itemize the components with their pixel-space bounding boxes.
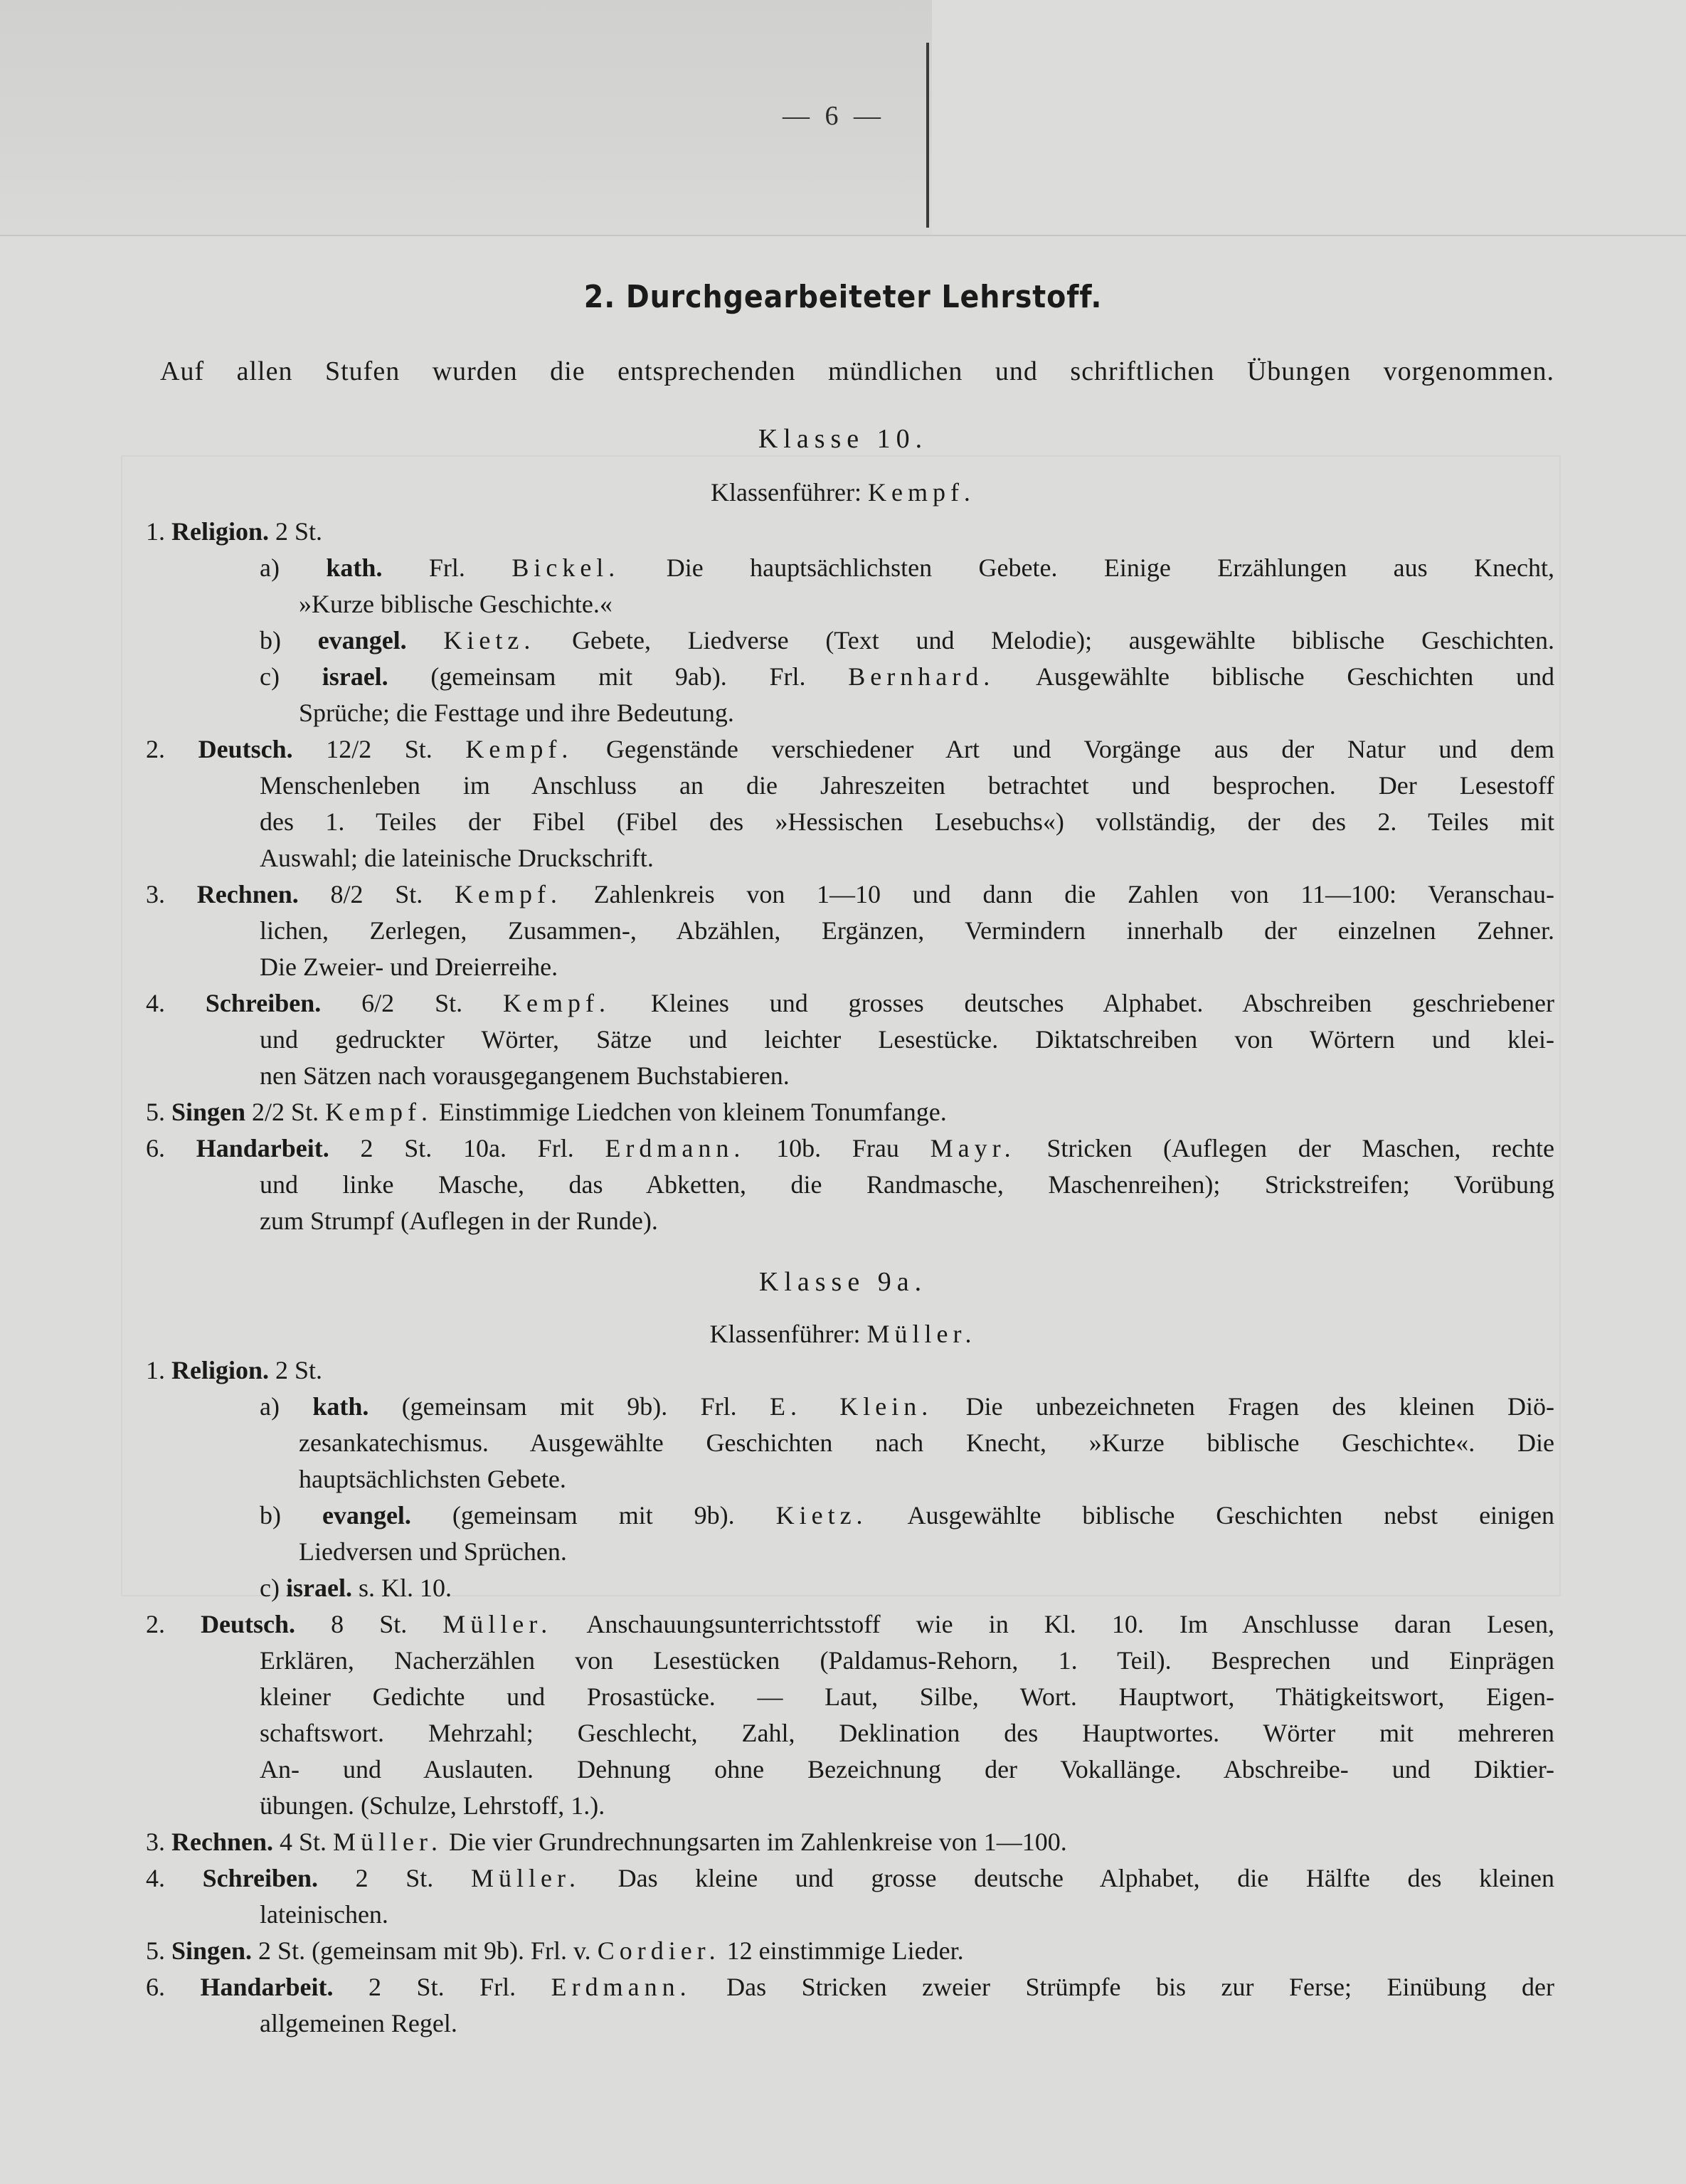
k9a-deutsch-line5: An- und Auslauten. Dehnung ohne Bezeichnung der Vokallänge. Abschreibe- und Diktier- [260,1755,1554,1783]
k9a-deutsch-line1: 2. Deutsch. 8 St. Müller. Anschauungsunterrichtsstoff wie in Kl. 10. Im Anschlusse daran Lesen, [146,1610,1554,1638]
k9a-deutsch-line6: übungen. (Schulze, Lehrstoff, 1.). [260,1791,605,1820]
paper-edge [926,43,929,228]
k9a-deutsch-line4: schaftswort. Mehrzahl; Geschlecht, Zahl, Deklination des Hauptwortes. Wörter mit mehreren [260,1719,1554,1747]
k9a-deutsch-line2: Erklären, Nacherzählen von Lesestücken (Paldamus-Rehorn, 1. Teil). Besprechen und Einprägen [260,1646,1554,1675]
k10-deutsch-line4: Auswahl; die lateinische Druckschrift. [260,844,654,872]
leader-name: Kempf. [867,478,975,507]
k9a-religion-c: c) israel. s. Kl. 10. [260,1574,452,1602]
k9a-religion-heading: 1. Religion. 2 St. [146,1356,323,1384]
k10-religion-a: a) kath. Frl. Bickel. Die hauptsächlichsten Gebete. Einige Erzählungen aus Knecht, [260,553,1555,582]
k10-schreiben-line1: 4. Schreiben. 6/2 St. Kempf. Kleines und grosses deutsches Alphabet. Abschreiben geschriebener [146,989,1555,1017]
k9a-religion-b-cont: Liedversen und Sprüchen. [299,1537,567,1566]
k10-handarbeit-line1: 6. Handarbeit. 2 St. 10a. Frl. Erdmann. 10b. Frau Mayr. Stricken (Auflegen der Maschen, rechte [146,1134,1555,1162]
k10-religion-heading: 1. Religion. 2 St. [146,517,323,546]
k9a-schreiben-line2: lateinischen. [260,1900,388,1929]
k10-religion-c-cont: Sprüche; die Festtage und ihre Bedeutung. [299,699,734,727]
k9a-religion-a-cont: zesankatechismus. Ausgewählte Geschichten nach Knecht, »Kurze biblische Geschichte«. Die [299,1428,1554,1457]
k9a-religion-a: a) kath. (gemeinsam mit 9b). Frl. E. Klein. Die unbezeichneten Fragen des kleinen Diö- [260,1392,1555,1421]
k10-handarbeit-line3: zum Strumpf (Auflegen in der Runde). [260,1207,658,1235]
leader-label: Klassenführer: [709,1320,861,1348]
k9a-religion-b: b) evangel. (gemeinsam mit 9b). Kietz. Ausgewählte biblische Geschichten nebst einigen [260,1501,1555,1530]
k9a-deutsch-line3: kleiner Gedichte und Prosastücke. — Laut, Silbe, Wort. Hauptwort, Thätigkeitswort, Eigen- [260,1682,1554,1711]
k10-rechnen-line1: 3. Rechnen. 8/2 St. Kempf. Zahlenkreis von 1—10 und dann die Zahlen von 11—100: Veranschau- [146,880,1555,908]
k10-religion-c: c) israel. (gemeinsam mit 9ab). Frl. Bernhard. Ausgewählte biblische Geschichten und [260,662,1555,691]
page-number: — 6 — [783,101,885,131]
class-10-leader [0,475,1686,511]
leader-name: Müller. [866,1320,977,1348]
class-10-heading: Klasse 10. [758,424,928,454]
k10-deutsch-line3: des 1. Teiles der Fibel (Fibel des »Hessischen Lesebuchs«) vollständig, der des 2. Teiles mit [260,807,1554,836]
k9a-rechnen-line1: 3. Rechnen. 4 St. Müller. Die vier Grundrechnungsarten im Zahlenkreise von 1—100. [146,1828,1067,1856]
k10-handarbeit-line2: und linke Masche, das Abketten, die Randmasche, Maschenreihen); Strickstreifen; Vorübung [260,1170,1554,1199]
k9a-handarbeit-line2: allgemeinen Regel. [260,2009,457,2037]
k10-religion-b: b) evangel. Kietz. Gebete, Liedverse (Text und Melodie); ausgewählte biblische Geschichten. [260,626,1555,654]
k10-religion-a-cont: »Kurze biblische Geschichte.« [299,590,613,618]
k10-schreiben-line3: nen Sätzen nach vorausgegangenem Buchstabieren. [260,1061,790,1090]
k9a-singen-line1: 5. Singen. 2 St. (gemeinsam mit 9b). Frl. v. Cordier. 12 einstimmige Lieder. [146,1936,964,1965]
k10-schreiben-line2: und gedruckter Wörter, Sätze und leichter Lesestücke. Diktatschreiben von Wörtern und klei- [260,1025,1554,1054]
class-9a-leader [0,1316,1686,1352]
section-title: 2. Durchgearbeiteter Lehrstoff. [583,279,1103,315]
k10-deutsch-line2: Menschenleben im Anschluss an die Jahreszeiten betrachtet und besprochen. Der Lesestoff [260,771,1554,800]
leader-label: Klassenführer: [711,478,861,507]
k10-rechnen-line2: lichen, Zerlegen, Zusammen-, Abzählen, Ergänzen, Vermindern innerhalb der einzelnen Zehner. [260,916,1554,945]
k10-deutsch-line1: 2. Deutsch. 12/2 St. Kempf. Gegenstände verschiedener Art und Vorgänge aus der Natur und dem [146,735,1555,763]
class-9a-heading: Klasse 9a. [758,1267,928,1297]
k9a-religion-a-cont2: hauptsächlichsten Gebete. [299,1465,566,1493]
k9a-schreiben-line1: 4. Schreiben. 2 St. Müller. Das kleine und grosse deutsche Alphabet, die Hälfte des kleinen [146,1864,1555,1892]
intro-text: Auf allen Stufen wurden die entsprechenden mündlichen und schriftlichen Übungen vorgenommen. [160,356,1554,386]
k9a-handarbeit-line1: 6. Handarbeit. 2 St. Frl. Erdmann. Das Stricken zweier Strümpfe bis zur Ferse; Einübung der [146,1973,1554,2001]
fold-line [0,235,1686,236]
k10-singen-line1: 5. Singen 2/2 St. Kempf. Einstimmige Liedchen von kleinem Tonumfange. [146,1098,947,1126]
k10-rechnen-line3: Die Zweier- und Dreierreihe. [260,953,558,981]
